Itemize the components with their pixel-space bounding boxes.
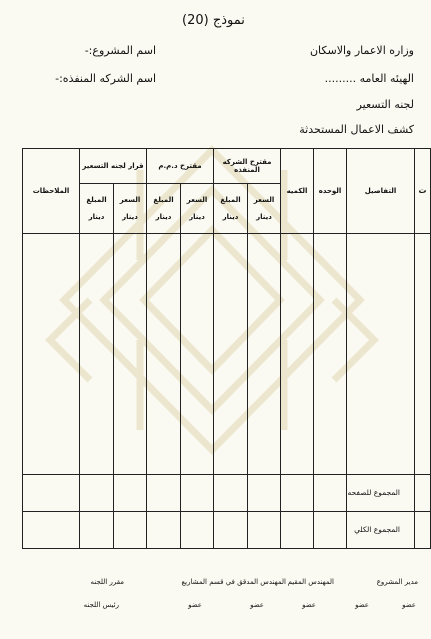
amount-cell <box>147 184 181 234</box>
col-header-notes: الملاحظات <box>23 149 80 234</box>
project-name-label: اسم المشروع:- <box>84 44 156 57</box>
signature-resident-engineer: المهندس المقيم <box>287 578 334 586</box>
company-name-label: اسم الشركه المنفذه:- <box>55 72 156 85</box>
signature-member: عضو <box>188 601 202 609</box>
signature-committee-chair: رئيس اللجنه <box>83 601 119 609</box>
col-header-t: ت <box>415 149 431 234</box>
dinar-label: دينار <box>222 212 239 221</box>
col-header-details: التفاصيل <box>347 149 415 234</box>
col-header-quantity: الكميه <box>281 149 314 234</box>
table-body-row <box>23 234 431 475</box>
table-header-row <box>23 149 431 184</box>
committee-label: لجنه التسعير <box>356 98 414 111</box>
signature-member: عضو <box>250 601 264 609</box>
price-cell <box>181 184 214 234</box>
dinar-label: دينار <box>88 212 105 221</box>
signature-member: عضو <box>355 601 369 609</box>
amount-label: المبلغ <box>153 196 174 205</box>
col-header-ddm-proposal: مقترح د.م.م <box>147 149 214 184</box>
dinar-label: دينار <box>256 212 272 221</box>
col-header-committee-decision: قرار لجنه التسعير <box>80 149 147 184</box>
signature-member: عضو <box>402 601 416 609</box>
price-cell <box>248 184 281 234</box>
signature-auditing-engineer: المهندس المدقق في قسم المشاريع <box>181 578 286 586</box>
col-header-unit: الوحده <box>314 149 347 234</box>
price-label: السعر <box>186 196 208 205</box>
statement-title: كشف الاعمال المستحدثة <box>299 123 414 136</box>
authority-label: الهيئه العامه ......... <box>324 72 414 85</box>
ministry-name: وزاره الاعمار والاسكان <box>309 44 414 57</box>
signature-committee-rapporteur: مقرر اللجنه <box>90 578 124 586</box>
dinar-label: دينار <box>189 212 205 221</box>
amount-label: المبلغ <box>220 196 241 205</box>
dinar-label: دينار <box>122 212 138 221</box>
signature-project-manager: مدير المشروع <box>376 578 418 586</box>
page-total-label: المجموع للصفحه <box>347 475 415 512</box>
grand-total-label: المجموع الكلي <box>347 512 415 549</box>
grand-total-row <box>23 512 431 549</box>
works-table <box>22 148 431 549</box>
price-cell <box>114 184 147 234</box>
amount-cell <box>214 184 248 234</box>
signature-member: عضو <box>302 601 316 609</box>
col-header-company-proposal: مقترح الشركه المنفذه <box>214 149 281 184</box>
price-label: السعر <box>253 196 275 205</box>
amount-cell <box>80 184 114 234</box>
amount-label: المبلغ <box>86 196 107 205</box>
dinar-label: دينار <box>155 212 172 221</box>
page-total-row <box>23 475 431 512</box>
form-number: نموذج (20) <box>182 13 245 28</box>
price-label: السعر <box>119 196 141 205</box>
